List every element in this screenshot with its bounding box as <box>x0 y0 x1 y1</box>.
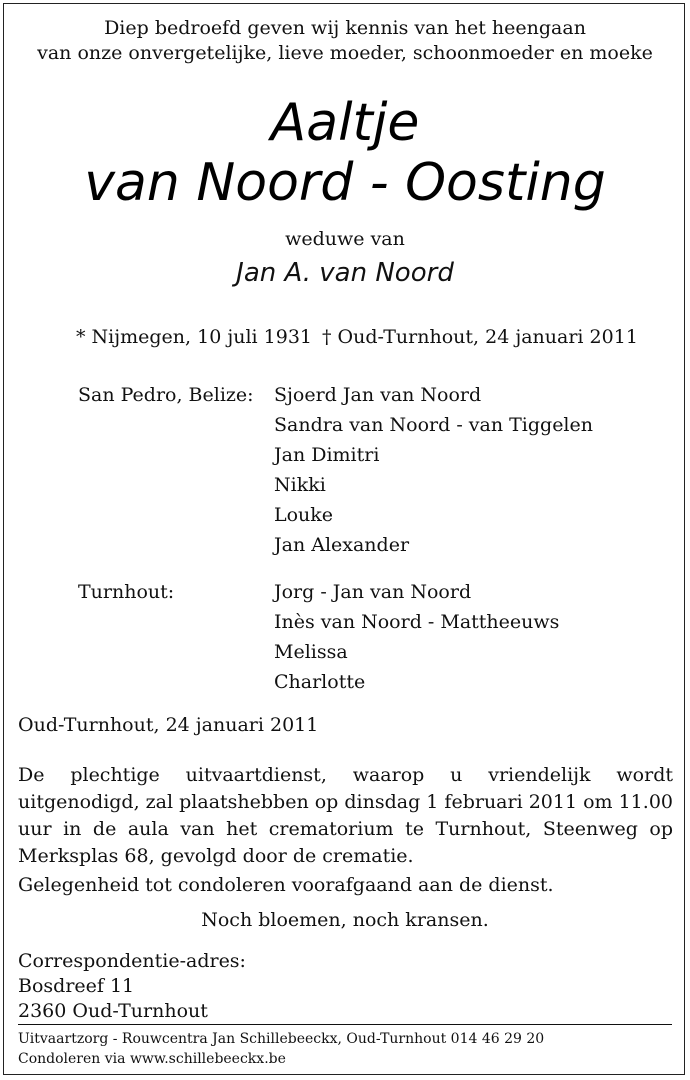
family-member: Jan Alexander <box>274 534 410 556</box>
place-date: Oud-Turnhout, 24 januari 2011 <box>18 714 319 736</box>
family-member: Sjoerd Jan van Noord <box>274 384 482 406</box>
correspondence-label: Correspondentie-adres: <box>18 950 246 972</box>
intro-text <box>0 16 690 66</box>
footer-condolence-link[interactable]: Condoleren via www.schillebeeckx.be <box>18 1051 286 1067</box>
no-flowers-text: Noch bloemen, noch kransen. <box>201 909 489 931</box>
deceased-first-name: Aaltje <box>270 93 420 153</box>
intro-line-2: van onze onvergetelijke, lieve moeder, schoonmoeder en moeke <box>37 42 653 64</box>
widow-of-label: weduwe van <box>285 228 405 250</box>
deceased-family-name: van Noord - Oosting <box>84 153 606 213</box>
condolence-text: Gelegenheid tot condoleren voorafgaand aan de dienst. <box>18 874 554 896</box>
family-place-2: Turnhout: <box>78 581 175 603</box>
correspondence-street: Bosdreef 11 <box>18 975 135 997</box>
family-member: Louke <box>274 504 334 526</box>
family-member: Nikki <box>274 474 326 496</box>
birth-date: * Nijmegen, 10 juli 1931 <box>76 326 313 348</box>
death-date: † Oud-Turnhout, 24 januari 2011 <box>322 326 638 348</box>
family-member: Jan Dimitri <box>274 444 380 466</box>
family-member: Jorg - Jan van Noord <box>274 581 472 603</box>
footer-funeral-home: Uitvaartzorg - Rouwcentra Jan Schillebeeckx, Oud-Turnhout 014 46 29 20 <box>18 1031 545 1047</box>
intro-line-1: Diep bedroefd geven wij kennis van het heengaan <box>104 17 586 39</box>
service-text: De plechtige uitvaartdienst, waarop u vriendelijk wordt uitgenodigd, zal plaatshebben op dinsdag 1 februari 2011 om 11.00 uur in de aula van het crematorium te Turnhout, Steenweg op Merksplas 68, gevolgd door de crematie. <box>18 764 673 867</box>
family-place-1: San Pedro, Belize: <box>78 384 254 406</box>
family-member: Charlotte <box>274 671 366 693</box>
family-member: Inès van Noord - Mattheeuws <box>274 611 560 633</box>
correspondence-city: 2360 Oud-Turnhout <box>18 1000 208 1022</box>
footer-divider <box>18 1024 672 1025</box>
family-member: Melissa <box>274 641 348 663</box>
family-member: Sandra van Noord - van Tiggelen <box>274 414 593 436</box>
spouse-name: Jan A. van Noord <box>236 258 454 288</box>
